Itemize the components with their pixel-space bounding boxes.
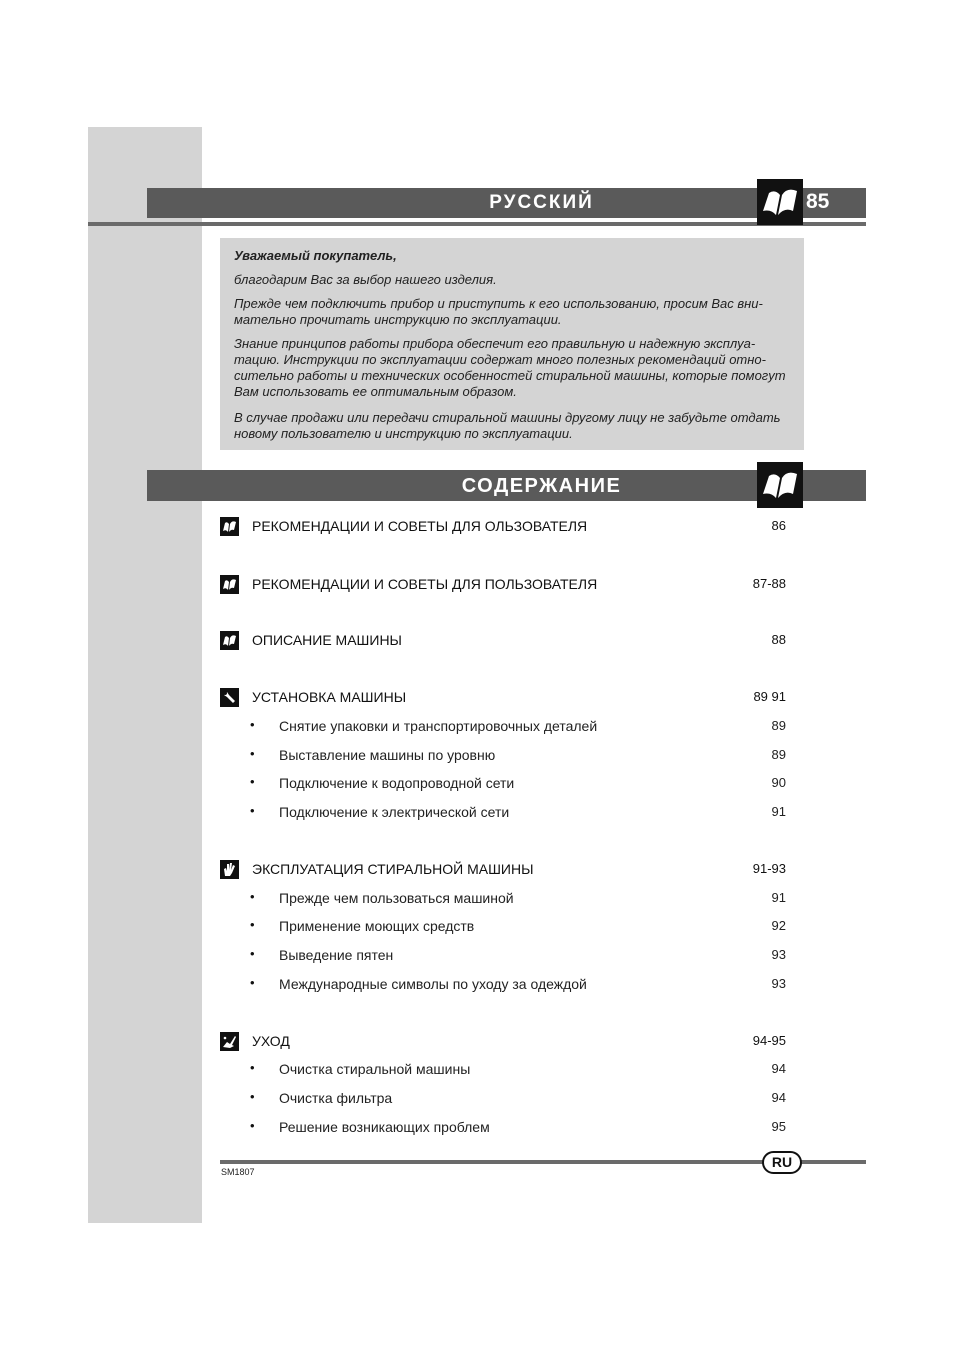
toc-item-page: 91	[771, 890, 786, 905]
toc-section-label: УХОД	[252, 1033, 290, 1049]
toc-item-page: 93	[771, 947, 786, 962]
toc-item[interactable]	[220, 803, 790, 823]
language-badge: RU	[762, 1151, 802, 1174]
bullet: •	[250, 746, 255, 761]
bullet: •	[250, 803, 255, 818]
toc-item-label: Снятие упаковки и транспортировочных деталей	[279, 718, 598, 734]
toc-item-page: 91	[771, 804, 786, 819]
bullet: •	[250, 889, 255, 904]
bullet: •	[250, 774, 255, 789]
bullet: •	[250, 1089, 255, 1104]
toc-section-label: РЕКОМЕНДАЦИИ И СОВЕТЫ ДЛЯ ПОЛЬЗОВАТЕЛЯ	[252, 576, 598, 592]
toc-item-label: Прежде чем пользоваться машиной	[279, 890, 514, 906]
book-icon	[757, 462, 803, 508]
toc-item[interactable]	[220, 774, 790, 794]
toc-item-page: 94	[771, 1090, 786, 1105]
footer-code: SM1807	[221, 1167, 255, 1177]
toc-section[interactable]	[220, 688, 790, 708]
toc-item-label: Очистка фильтра	[279, 1090, 393, 1106]
toc-section[interactable]	[220, 631, 790, 651]
book-icon	[220, 575, 239, 594]
book-icon	[220, 517, 239, 536]
book-icon	[757, 179, 803, 225]
toc-item-label: Выставление машины по уровню	[279, 747, 496, 763]
header-rule	[88, 222, 866, 226]
intro-paragraph-2: Прежде чем подключить прибор и приступить к его использованию, просим Вас вни-мательно прочитать инструкцию по эксплуатации.	[234, 296, 763, 327]
toc-item-page: 92	[771, 918, 786, 933]
toc-item[interactable]	[220, 917, 790, 937]
toc-section-label: УСТАНОВКА МАШИНЫ	[252, 689, 407, 705]
toc-section-label: РЕКОМЕНДАЦИИ И СОВЕТЫ ДЛЯ ОЛЬЗОВАТЕЛЯ	[252, 518, 588, 534]
intro-paragraph-1: благодарим Вас за выбор нашего изделия.	[234, 272, 497, 287]
toc-section[interactable]	[220, 860, 790, 880]
toc-item-label: Подключение к электрической сети	[279, 804, 510, 820]
toc-item[interactable]	[220, 889, 790, 909]
intro-greeting: Уважаемый покупатель,	[234, 248, 397, 263]
toc-item-page: 89	[771, 718, 786, 733]
toc-section-page: 87-88	[752, 576, 786, 591]
toc-item-page: 94	[771, 1061, 786, 1076]
toc-section[interactable]	[220, 1032, 790, 1052]
intro-paragraph-4: В случае продажи или передачи стиральной машины другому лицу не забудьте отдать новому пользователю и инструкцию по эксплуатации.	[234, 410, 781, 441]
intro-box	[220, 238, 804, 450]
hand-icon	[220, 860, 239, 879]
cleaning-icon	[220, 1032, 239, 1051]
toc-item[interactable]	[220, 946, 790, 966]
toc-item-page: 93	[771, 976, 786, 991]
bullet: •	[250, 946, 255, 961]
toc-section-page: 86	[771, 518, 786, 533]
toc-section-page: 94-95	[752, 1033, 786, 1048]
toc-item-label: Очистка стиральной машины	[279, 1061, 471, 1077]
toc-section-page: 91-93	[752, 861, 786, 876]
bullet: •	[250, 717, 255, 732]
intro-paragraph-3: Знание принципов работы прибора обеспечит его правильную и надежную эксплуа-тацию. Инструкции по эксплуатации содержат много полезных рекомендаций отно-сительно работы и технических особенностей стиральной машины, которые помогут Вам использовать ее оптимальным образом.	[234, 336, 786, 399]
toc-item-label: Применение моющих средств	[279, 918, 475, 934]
toc-section-label: ЭКСПЛУАТАЦИЯ СТИРАЛЬНОЙ МАШИНЫ	[252, 861, 534, 877]
toc-item-label: Решение возникающих проблем	[279, 1119, 490, 1135]
toc-item[interactable]	[220, 1118, 790, 1138]
left-margin-strip	[88, 127, 202, 1223]
toc-item[interactable]	[220, 1060, 790, 1080]
toc-section-page: 88	[771, 632, 786, 647]
toc-item-label: Выведение пятен	[279, 947, 394, 963]
toc-item-label: Подключение к водопроводной сети	[279, 775, 515, 791]
toc-item-page: 89	[771, 747, 786, 762]
toc-section[interactable]	[220, 575, 790, 595]
toc-section-page: 89 91	[753, 689, 786, 704]
toc-item[interactable]	[220, 746, 790, 766]
book-icon	[220, 631, 239, 650]
toc-item[interactable]	[220, 1089, 790, 1109]
header-title: РУССКИЙ	[489, 192, 594, 213]
page-number: 85	[806, 190, 830, 213]
toc-item[interactable]	[220, 975, 790, 995]
toc-section-label: ОПИСАНИЕ МАШИНЫ	[252, 632, 402, 648]
toc-item-page: 90	[771, 775, 786, 790]
wrench-icon	[220, 688, 239, 707]
contents-title: СОДЕРЖАНИЕ	[461, 475, 622, 497]
toc-section[interactable]	[220, 517, 790, 537]
bullet: •	[250, 1060, 255, 1075]
toc-item[interactable]	[220, 717, 790, 737]
toc-item-label: Международные символы по уходу за одеждой	[279, 976, 587, 992]
bullet: •	[250, 1118, 255, 1133]
toc-item-page: 95	[771, 1119, 786, 1134]
bullet: •	[250, 975, 255, 990]
bullet: •	[250, 917, 255, 932]
